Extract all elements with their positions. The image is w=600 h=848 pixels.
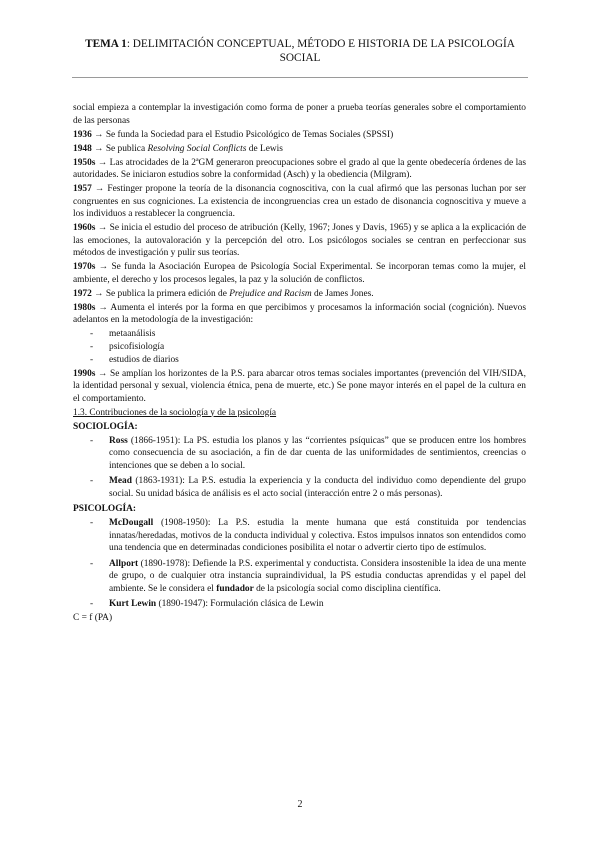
sociologia-list (73, 435, 526, 501)
entry-text: → Festinger propone la teoría de la disonancia cognoscitiva, con la cual afirmó que las personas luchan por ser congruentes en sus cogniciones. La existencia de incongruencias crea un estado de disonancia cognoscitiva y mueve a los individuos a restablecer la congruencia. (73, 184, 526, 219)
timeline-1948 (73, 143, 526, 156)
author-name: Mead (109, 476, 132, 486)
entry-text: → Se funda la Asociación Europea de Psicología Social Experimental. Se incorporan temas como la mujer, el ambiente, el derecho y los procesos legales, la paz y la solución de conflictos. (73, 262, 526, 285)
author-text: (1890-1978): Defiende la P.S. experimental y conductista. Considera insostenible la idea de una mente de grupo, o de cualquier otra instancia supraindividual, la PS estudia conductas aprendidas y el papel del ambiente. Se le considera el (109, 558, 526, 594)
methods-list (73, 328, 526, 367)
timeline-1980s (73, 302, 526, 327)
entry-text: de Lewis (246, 143, 283, 154)
book-title: Prejudice and Racism (229, 288, 312, 299)
year-label: 1970s (73, 262, 96, 272)
author-name: McDougall (109, 518, 154, 528)
list-item-mead (73, 475, 526, 500)
entry-text: → Se publica (91, 143, 148, 154)
author-name: Kurt Lewin (109, 599, 157, 609)
entry-text: → Se amplían los horizontes de la P.S. para abarcar otros temas sociales importantes (prevención del VIH/SIDA, la identidad personal y sexual, violencia étnica, pena de muerte, etc.) Se pone mayor interés en el papel de la cultura en el comportamiento. (73, 368, 526, 404)
section-heading: 1.3. Contribuciones de la sociología y de la psicología (73, 407, 277, 418)
timeline-1960s (73, 222, 526, 260)
author-text: de la psicología social como disciplina científica. (253, 583, 441, 594)
list-item-allport (73, 558, 526, 596)
year-label: 1936 (73, 129, 92, 140)
psicologia-heading: PSICOLOGÍA: (73, 504, 137, 514)
year-label: 1948 (73, 143, 92, 154)
timeline-1936 (73, 129, 526, 142)
entry-text: de James Jones. (311, 288, 374, 299)
entry-text: → Las atrocidades de la 2ªGM generaron preocupaciones sobre el grado al que la gente obedecería órdenes de las autoridades. Se iniciaron estudios sobre la conformidad (Asch) y la obediencia (Milgram). (73, 157, 526, 180)
entry-text: → Se publica la primera edición de (91, 288, 230, 299)
entry-text: → Aumenta el interés por la forma en que percibimos y procesamos la información social (cognición). Nuevos adelantos en la metodología de la investigación: (73, 302, 526, 325)
author-name: Allport (109, 558, 139, 569)
intro-paragraph: social empieza a contemplar la investigación como forma de poner a prueba teorías generales sobre el comportamiento de las personas (73, 103, 526, 126)
lewin-formula: C = f (PA) (73, 612, 113, 623)
timeline-1990s (73, 368, 526, 406)
timeline-1950s (73, 157, 526, 182)
page-title: : DELIMITACIÓN CONCEPTUAL, MÉTODO E HISTORIA DE LA PSICOLOGÍA SOCIAL (126, 38, 515, 64)
list-item: - psicofisiología (73, 341, 526, 354)
header-divider (72, 77, 528, 78)
timeline-1970s (73, 261, 526, 286)
year-label: 1950s (73, 157, 96, 168)
emphasis-fundador: fundador (216, 583, 254, 594)
year-label: 1980s (73, 302, 96, 313)
entry-text: → Se funda la Sociedad para el Estudio Psicológico de Temas Sociales (SPSSI) (91, 129, 394, 140)
list-item-ross (73, 435, 526, 473)
author-text: (1890-1947): Formulación clásica de Lewin (156, 599, 324, 609)
timeline-1972 (73, 288, 526, 301)
list-item: - metaanálisis (73, 328, 526, 341)
year-label: 1957 (73, 184, 92, 194)
author-text: (1908-1950): La P.S. estudia la mente humana que está constituida por tendencias innatas/heredadas, motivos de la conducta individual y colectiva. Estos impulsos innatos son entendidos como una tendencia que en determinadas condiciones posibilita el notar o advertir cierto tipo de estímulos. (109, 518, 526, 553)
list-item-lewin (73, 598, 526, 611)
document-body (73, 102, 526, 626)
tema-label: TEMA 1 (85, 38, 127, 50)
list-item-mcdougall (73, 517, 526, 555)
year-label: 1960s (73, 223, 96, 233)
book-title: Resolving Social Conflicts (147, 143, 247, 154)
timeline-1957 (73, 183, 526, 221)
sociologia-heading: SOCIOLOGÍA: (73, 421, 138, 432)
year-label: 1990s (73, 368, 96, 379)
page-header (70, 37, 530, 65)
page-number: 2 (297, 799, 303, 810)
year-label: 1972 (73, 288, 92, 299)
list-item: - estudios de diarios (73, 354, 526, 367)
author-text: (1866-1951): La PS. estudia los planos y las “corrientes psíquicas” que se producen entre los hombres como consecuencia de su asociación, a fin de dar cuenta de las uniformidades de sentimientos, creencias o intenciones que se deben a lo social. (109, 435, 526, 471)
psicologia-list (73, 517, 526, 611)
author-text: (1863-1931): La P.S. estudia la experiencia y la conducta del individuo como dependiente del grupo social. Su unidad básica de análisis es el acto social (interacción entre 2 o más personas). (109, 476, 526, 499)
entry-text: → Se inicia el estudio del proceso de atribución (Kelly, 1967; Jones y Davis, 1965) y se aplica a la explicación de las emociones, la autovaloración y la percepción del otro. Los psicólogos sociales se centran en perfeccionar sus métodos de investigación y pulir sus teorías. (73, 223, 526, 258)
author-name: Ross (109, 435, 128, 446)
